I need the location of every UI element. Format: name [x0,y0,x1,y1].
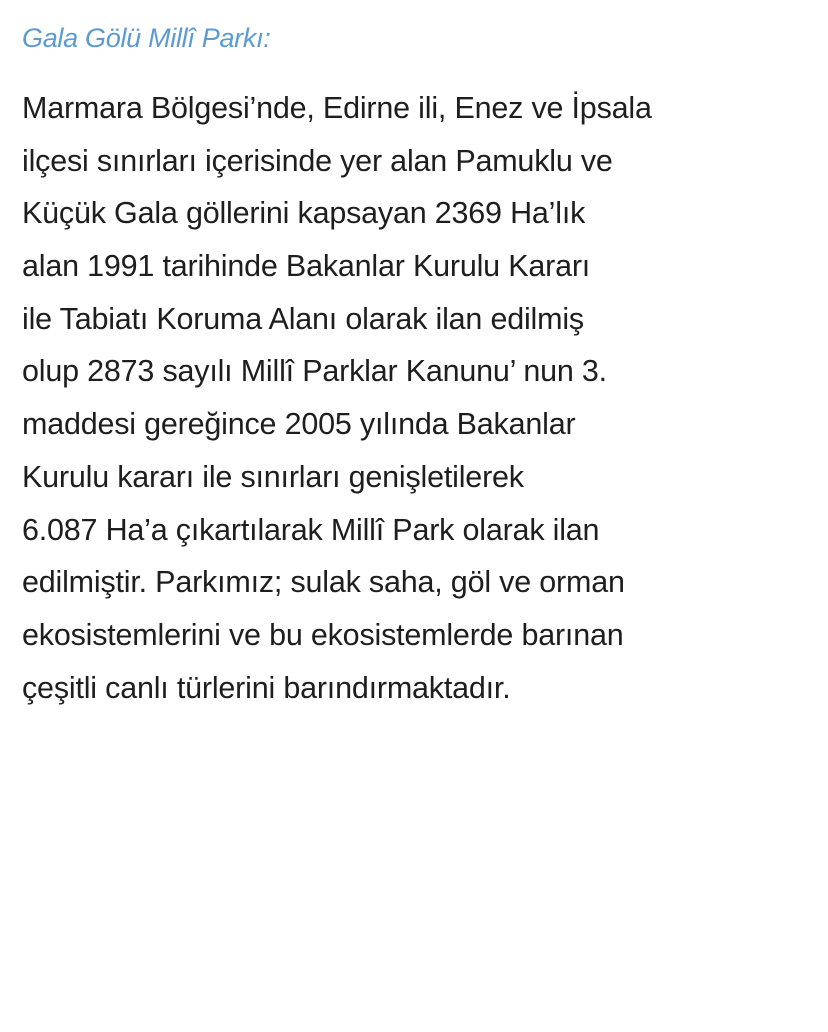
paragraph-line: Kurulu kararı ile sınırları genişletilerek [22,459,524,494]
paragraph-line: çeşitli canlı türlerini barındırmaktadır. [22,670,511,705]
body-paragraph [22,82,822,714]
paragraph-line: olup 2873 sayılı Millî Parklar Kanunu’ nun 3. [22,354,607,389]
paragraph-line: ile Tabiatı Koruma Alanı olarak ilan edilmiş [22,301,584,336]
paragraph-line: alan 1991 tarihinde Bakanlar Kurulu Kararı [22,249,591,284]
paragraph-line: Marmara Bölgesi’nde, Edirne ili, Enez ve İpsala [22,91,652,125]
paragraph-line: 6.087 Ha’a çıkartılarak Millî Park olarak ilan [22,512,600,547]
paragraph-line: Küçük Gala göllerini kapsayan 2369 Ha’lık [22,196,586,231]
paragraph-line: edilmiştir. Parkımız; sulak saha, göl ve orman [22,565,625,600]
page-title: Gala Gölü Millî Parkı: [22,23,271,53]
paragraph-line: ilçesi sınırları içerisinde yer alan Pamuklu ve [22,143,613,178]
paragraph-line: maddesi gereğince 2005 yılında Bakanlar [22,407,576,442]
paragraph-line: ekosistemlerini ve bu ekosistemlerde barınan [22,617,624,652]
